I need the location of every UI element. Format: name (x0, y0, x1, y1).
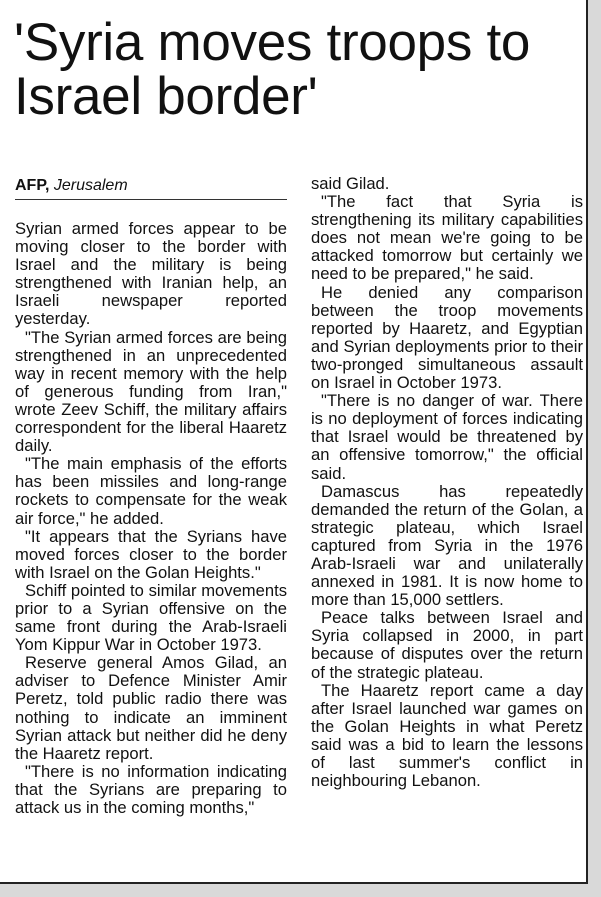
paragraph: Schiff pointed to similar movements prior to a Syrian offensive on the same front during the Arab-Israeli Yom Kippur War in October 1973. (15, 580, 287, 655)
article-column-left (15, 220, 287, 817)
paragraph: Damascus has repeatedly demanded the return of the Golan, a strategic plateau, which Israel captured from Syria in the 1976 Arab-Israeli war and unilaterally annexed in 1981. It is now home to more than 15,000 settlers. (311, 481, 583, 610)
paragraph: "There is no information indicating that the Syrians are preparing to attack us in the coming months," (15, 761, 287, 817)
paragraph: "There is no danger of war. There is no deployment of forces indicating that Israel would be threatened by an offensive tomorrow," the official said. (311, 391, 583, 483)
byline-place: Jerusalem (53, 177, 128, 194)
paragraph: Reserve general Amos Gilad, an adviser to Defence Minister Amir Peretz, told public radio there was nothing to indicate an imminent Syrian attack but neither did he deny the Haaretz report. (15, 653, 287, 763)
paragraph: "The main emphasis of the efforts has been missiles and long-range rockets to compensate for the weak air force," he added. (15, 454, 287, 528)
paragraph: The Haaretz report came a day after Israel launched war games on the Golan Heights in what Peretz said was a bid to learn the lessons of last summer's conflict in neighbouring Lebanon. (311, 680, 583, 791)
paragraph: Peace talks between Israel and Syria collapsed in 2000, in part because of disputes over the return of the strategic plateau. (311, 608, 583, 682)
paragraph: He denied any comparison between the troop movements reported by Haaretz, and Egyptian and Syrian deployments prior to their two-pronged simultaneous assault on Israel in October 1973. (311, 282, 583, 393)
paragraph: "It appears that the Syrians have moved forces closer to the border with Israel on the Golan Heights." (15, 526, 287, 582)
paragraph: said Gilad. (311, 174, 390, 193)
paragraph: Syrian armed forces appear to be moving closer to the border with Israel and the military is being strengthened with Iranian help, an Israeli newspaper reported yesterday. (15, 219, 287, 329)
paragraph: "The Syrian armed forces are being strengthened in an unprecedented way in recent memory with the help of generous funding from Iran," wrote Zeev Schiff, the military affairs correspondent for the liberal Haaretz daily. (15, 327, 287, 456)
byline-divider (15, 199, 287, 200)
headline: 'Syria moves troops to Israel border' (14, 13, 531, 126)
article-column-right (311, 175, 583, 790)
paragraph: "The fact that Syria is strengthening its military capabilities does not mean we're going to be attacked tomorrow but certainly we need to be prepared," he said. (311, 192, 583, 284)
byline-agency: AFP, (15, 177, 50, 194)
byline (15, 176, 287, 196)
